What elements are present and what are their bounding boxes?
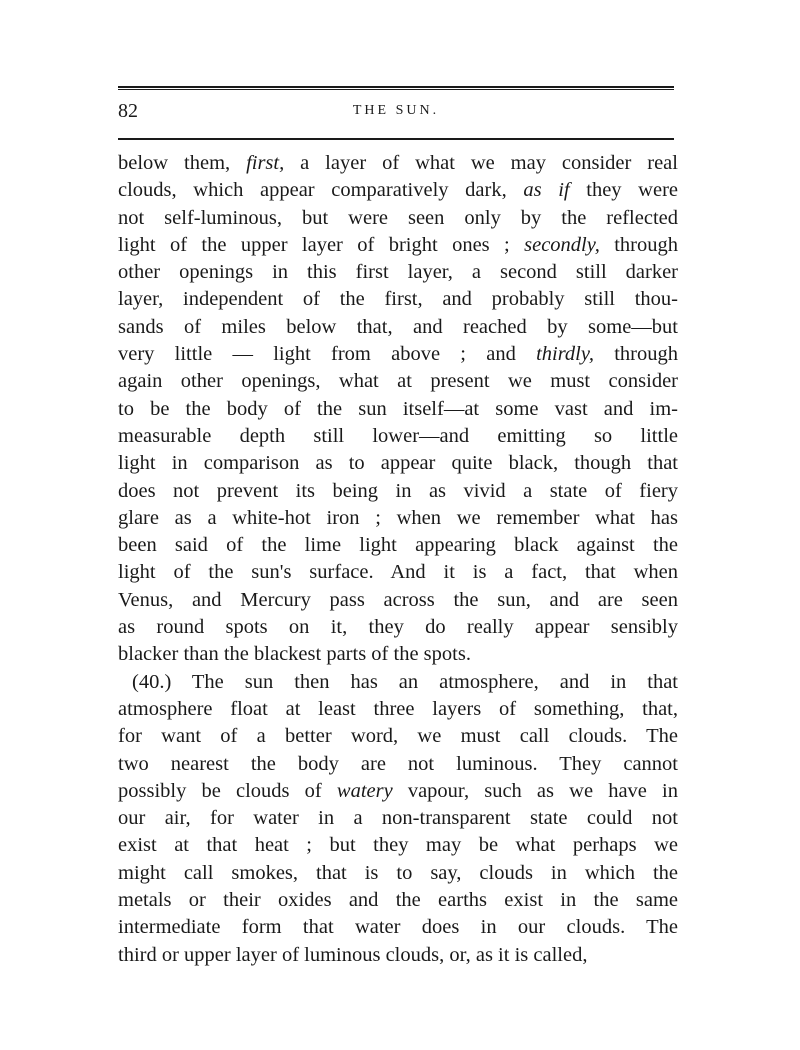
text-line (118, 887, 678, 914)
text-line (118, 205, 678, 232)
text-run: vapour, such as we have in (392, 779, 678, 802)
text-run: (40.) The sun then has an atmosphere, and in that (132, 670, 678, 693)
text-run: again other openings, what at present we must consider (118, 370, 678, 393)
text-run: through (593, 343, 678, 366)
text-run: blacker than the blackest parts of the spots. (118, 643, 471, 666)
header-rule-top (118, 86, 674, 88)
text-line (118, 450, 678, 477)
text-line (118, 259, 678, 286)
header-rule-bottom (118, 138, 674, 140)
italic-run: secondly, (524, 233, 600, 256)
body-text (118, 150, 678, 969)
text-line (118, 669, 678, 696)
header-rule-top-thin (118, 89, 674, 90)
text-run: for want of a better word, we must call clouds. The (118, 725, 678, 748)
text-run: glare as a white-hot iron ; when we remember what has (118, 506, 678, 529)
text-run: not self-luminous, but were seen only by the reflected (118, 206, 678, 229)
text-line (118, 423, 678, 450)
text-line (118, 805, 678, 832)
text-run: atmosphere float at least three layers of something, that, (118, 697, 678, 720)
text-run: they were (569, 179, 678, 202)
text-run: other openings in this first layer, a second still darker (118, 261, 678, 284)
text-run: as round spots on it, they do really appear sensibly (118, 616, 678, 639)
italic-run: thirdly, (536, 343, 594, 366)
text-line (118, 505, 678, 532)
text-line (118, 314, 678, 341)
text-run: might call smokes, that is to say, clouds in which the (118, 861, 678, 884)
text-run: to be the body of the sun itself—at some vast and im- (118, 397, 678, 420)
text-line (118, 532, 678, 559)
text-run: a layer of what we may consider real (284, 152, 678, 174)
text-line (118, 587, 678, 614)
italic-run: watery (336, 779, 393, 802)
text-line (118, 778, 678, 805)
text-line (118, 559, 678, 586)
text-run: light of the sun's surface. And it is a fact, that when (118, 561, 678, 584)
text-run: intermediate form that water does in our clouds. The (118, 916, 678, 939)
text-line (118, 942, 678, 969)
text-line (118, 914, 678, 941)
text-run: Venus, and Mercury pass across the sun, and are seen (118, 588, 678, 611)
running-title: THE SUN. (352, 103, 440, 118)
text-line (118, 832, 678, 859)
text-run: layer, independent of the first, and probably still thou- (118, 288, 678, 311)
text-line (118, 150, 678, 177)
text-run: below them, (118, 152, 247, 174)
text-run: been said of the lime light appearing black against the (118, 534, 678, 557)
text-run: does not prevent its being in as vivid a state of fiery (118, 479, 678, 502)
text-run: clouds, which appear comparatively dark, (118, 179, 524, 202)
text-line (118, 232, 678, 259)
text-line (118, 396, 678, 423)
text-run: possibly be clouds of (118, 779, 337, 802)
text-run: very little — light from above ; and (118, 343, 537, 366)
text-line (118, 614, 678, 641)
text-run: exist at that heat ; but they may be what perhaps we (118, 834, 678, 857)
text-run: sands of miles below that, and reached by some—but (118, 315, 678, 338)
text-line (118, 751, 678, 778)
page-number: 82 (118, 100, 138, 122)
text-line (118, 478, 678, 505)
text-run: our air, for water in a non-transparent state could not (118, 807, 678, 830)
text-run: measurable depth still lower—and emitting so little (118, 424, 678, 447)
text-line (118, 368, 678, 395)
italic-run: first, (246, 152, 285, 174)
text-line (118, 286, 678, 313)
text-line (118, 177, 678, 204)
text-line (118, 723, 678, 750)
italic-run: as if (523, 179, 570, 202)
text-run: third or upper layer of luminous clouds, or, as it is called, (118, 943, 588, 966)
text-line (118, 696, 678, 723)
running-head (118, 100, 674, 126)
text-run: light of the upper layer of bright ones ; (118, 233, 525, 256)
text-line (118, 341, 678, 368)
text-run: light in comparison as to appear quite black, though that (118, 452, 678, 475)
text-line (118, 641, 678, 668)
text-run: two nearest the body are not luminous. They cannot (118, 752, 678, 775)
text-line (118, 860, 678, 887)
text-run: through (599, 233, 678, 256)
text-run: metals or their oxides and the earths exist in the same (118, 889, 678, 912)
